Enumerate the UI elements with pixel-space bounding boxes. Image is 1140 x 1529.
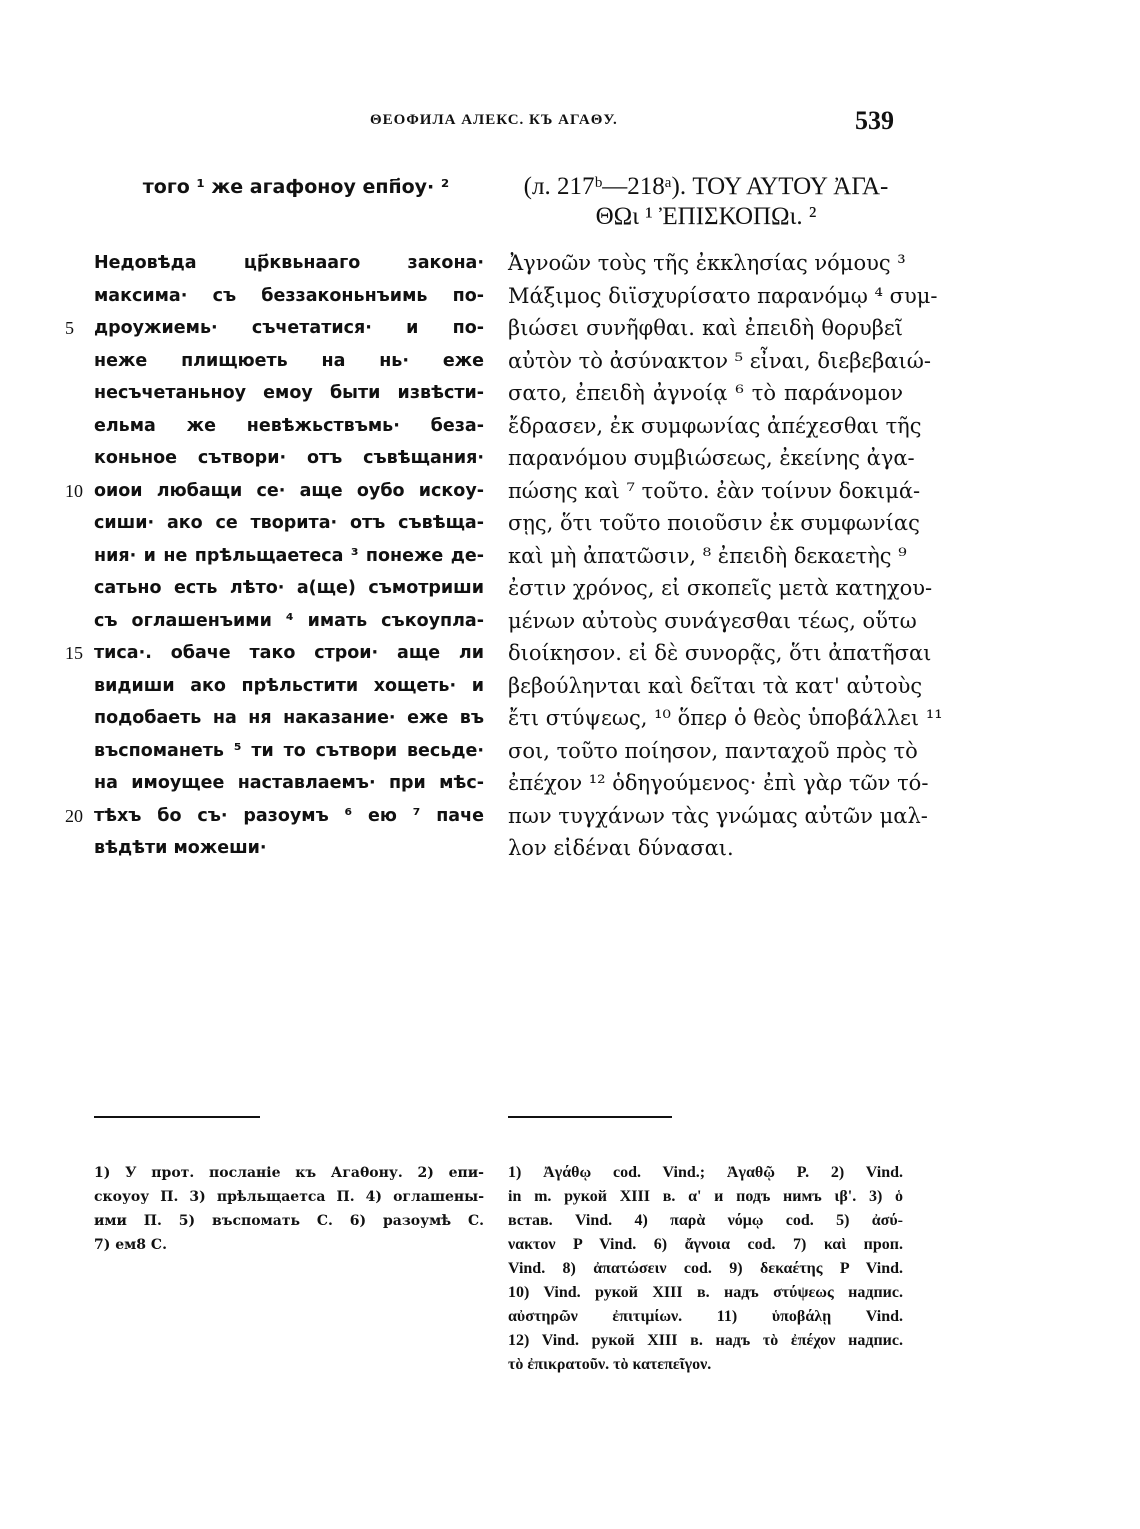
text-line <box>94 702 484 735</box>
right-heading-line-1: (л. 217ᵇ—218ᵃ). ΤΟΥ ΑΥΤΟΥ ἈΓΑ- <box>523 173 889 200</box>
text-line: Ἀγνοῶν τοὺς τῆς ἐκκλησίας νόμους ³ <box>508 251 906 275</box>
footnote-line: встав. Vind. 4) παρὰ νόμῳ cod. 5) ἀσύ- <box>508 1212 903 1229</box>
footnote-line: скоуоу П. 3) прѣльщаетса П. 4) оглашены- <box>94 1189 484 1205</box>
line-text: неже плищюеть на нь· еже <box>94 350 484 371</box>
text-line: σοι, τοῦτο ποίησον, πανταχοῦ πρὸς τὸ <box>508 738 918 763</box>
text-line <box>65 637 484 670</box>
text-line: σῃς, ὅτι τοῦτο ποιοῦσιν ἐκ συμφωνίας <box>508 511 920 535</box>
footnote-line: Vind. 8) ἀπατώσειν cod. 9) δεκαέτης P Vind. <box>508 1260 903 1277</box>
text-line <box>65 800 484 833</box>
text-line: βιώσει συνῆφθαι. καὶ ἐπειδὴ θορυβεῖ <box>508 316 903 340</box>
footnote-line: 12) Vind. рукой XIII в. надъ τὸ ἐπέχον надпис. <box>508 1332 903 1349</box>
line-text: съ оглашенъими ⁴ имать съкоупла- <box>94 610 484 631</box>
text-line: Μάξιμος διϊσχυρίσατο παρανόμῳ ⁴ συμ- <box>508 283 938 308</box>
text-line <box>94 572 484 605</box>
line-text: въспоманеть ⁵ ти то сътвори весьде· <box>94 740 484 761</box>
text-line <box>94 735 484 768</box>
text-line <box>94 832 484 865</box>
line-text: коньное сътвори· отъ съвѣщания· <box>94 448 484 468</box>
line-text: подобаеть на ня наказание· еже въ <box>94 708 484 728</box>
text-line <box>94 507 484 540</box>
text-line: μένων αὐτοὺς συνάγεσθαι τέως, οὕτω <box>508 608 917 633</box>
line-number: 20 <box>65 805 83 826</box>
footnote-line: 1) У прот. посланіе къ Агаθону. 2) епи- <box>94 1165 484 1181</box>
right-column-heading-block <box>505 172 907 232</box>
text-line: ἐπέχον ¹² ὁδηγούμενος· ἐπὶ γὰρ τῶν τό- <box>508 771 929 795</box>
text-line <box>94 767 484 800</box>
text-line: πώσης καὶ ⁷ τοῦτο. ἐὰν τοίνυν δοκιμά- <box>508 478 921 503</box>
text-line: διοίκησον. εἰ δὲ συνορᾷς, ὅτι ἀπατῆσαι <box>508 641 932 665</box>
line-text: ельма же невѣжьствъмь· беза- <box>94 415 484 436</box>
text-line: ἔδρασεν, ἐκ συμφωνίας ἀπέχεσθαι τῆς <box>508 413 922 438</box>
text-line <box>94 670 484 703</box>
text-line <box>65 312 484 345</box>
left-heading: того ¹ же агафоноу епп҃оу· ² <box>142 176 450 198</box>
text-line <box>94 377 484 410</box>
greek-text <box>508 247 943 865</box>
text-line <box>94 345 484 378</box>
text-line: ἔτι στύψεως, ¹⁰ ὅπερ ὁ θεὸς ὑποβάλλει ¹¹ <box>508 706 943 730</box>
slavonic-text <box>65 247 484 865</box>
text-line <box>94 540 484 573</box>
footnotes-left <box>94 1161 484 1257</box>
footnote-line: τὸ ἐπικρατοῦν. τὸ κατεπεῖγον. <box>508 1356 712 1373</box>
text-line: αὐτὸν τὸ ἀσύνακτον ⁵ εἶναι, διεβεβαιώ- <box>508 348 931 373</box>
running-head: ΘΕΟΦИЛА АЛЕКС. КЪ АГАΘУ. <box>370 112 618 128</box>
footnote-line: αὐστηρῶν ἐπιτιμίων. 11) ὑποβάλῃ Vind. <box>508 1308 903 1325</box>
text-line: καὶ μὴ ἀπατῶσιν, ⁸ ἐπειδὴ δεκαετὴς ⁹ <box>508 543 907 568</box>
line-number: 15 <box>65 643 83 663</box>
line-text: сатьно есть лѣто· а(ще) съмотриши <box>94 578 484 598</box>
footnotes-right <box>508 1161 903 1377</box>
text-line <box>65 475 484 508</box>
text-line <box>94 442 484 475</box>
line-text: Недовѣда цр҃квьнааго закона· <box>94 253 484 273</box>
line-number: 10 <box>65 480 83 501</box>
line-text: максима· съ беззаконьнъимь по- <box>94 285 484 306</box>
line-text: тиса·. обаче тако строи· аще ли <box>94 643 484 663</box>
line-text: тѣхъ бо съ· разоумъ ⁶ ею ⁷ паче <box>94 805 484 826</box>
line-text: оиои любащи се· аще оубо искоу- <box>94 480 484 501</box>
footnote-rule-left <box>94 1116 260 1118</box>
line-text: на имоущее наставлаемъ· при мѣс- <box>94 773 484 793</box>
text-line <box>94 605 484 638</box>
text-line <box>94 410 484 443</box>
text-line: πων τυγχάνων τὰς γνώμας αὐτῶν μαλ- <box>508 803 928 828</box>
line-text: видиши ако прѣльстити хощеть· и <box>94 675 484 696</box>
footnote-line: in m. рукой XIII в. α' и подъ нимъ ιβ'. 3) ὁ <box>508 1188 903 1205</box>
line-text: дроужиемь· съчетатися· и по- <box>94 318 484 338</box>
footnote-rule-right <box>508 1116 672 1118</box>
text-line: σατο, ἐπειδὴ ἀγνοίᾳ ⁶ τὸ παράνομον <box>508 381 903 405</box>
footnote-line: 1) Ἀγάθῳ cod. Vind.; Ἀγαθῷ P. 2) Vind. <box>508 1164 903 1181</box>
footnote-line: 7) ем8 С. <box>94 1237 167 1253</box>
left-column-heading-block <box>94 172 484 202</box>
text-line: λον εἰδέναι δύνασαι. <box>508 836 734 860</box>
line-text: сиши· ако се творита· отъ съвѣща- <box>94 513 484 533</box>
footnote-line: νακτον P Vind. 6) ἄγνοια cod. 7) καὶ проп. <box>508 1236 903 1253</box>
line-text: вѣдѣти можеши· <box>94 838 267 858</box>
text-line: βεβούληνται καὶ δεῖται τὰ κατ' αὐτοὺς <box>508 673 923 698</box>
footnote-line: ими П. 5) въспомать С. 6) разоумѣ С. <box>94 1213 484 1229</box>
text-line <box>94 247 484 280</box>
right-heading-line-2: ΘΩι ¹ ἘΠΙΣΚΟΠΩι. ² <box>595 203 817 230</box>
line-text: ния· и не прѣльщаетеса ³ понеже де- <box>94 545 484 566</box>
text-line: παρανόμου συμβιώσεως, ἐκείνης ἀγα- <box>508 446 915 470</box>
page-number: 539 <box>855 106 894 135</box>
footnote-line: 10) Vind. рукой XIII в. надъ στύψεως надпис. <box>508 1284 903 1301</box>
line-text: несъчетаньноу емоу быти извѣсти- <box>94 383 484 403</box>
line-number: 5 <box>65 318 74 338</box>
text-line <box>94 280 484 313</box>
text-line: ἐστιν χρόνος, εἰ σκοπεῖς μετὰ κατηχου- <box>508 576 933 600</box>
